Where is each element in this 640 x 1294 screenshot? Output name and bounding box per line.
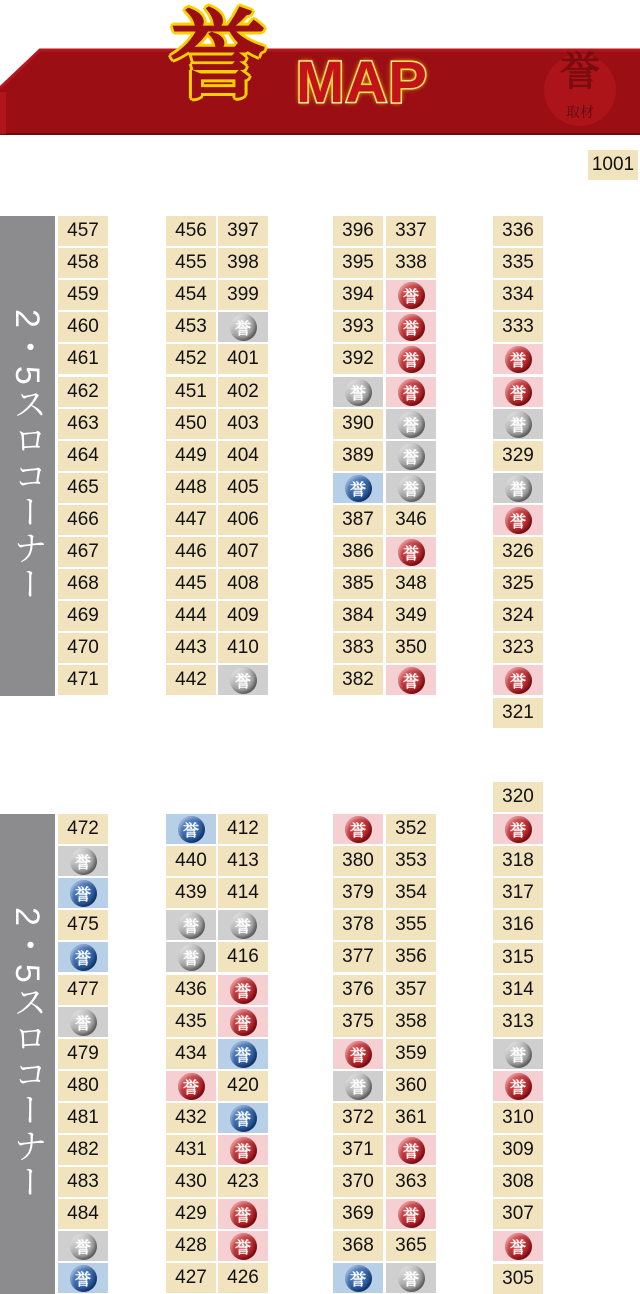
machine-395[interactable]: 395 xyxy=(333,248,383,278)
machine-317[interactable]: 317 xyxy=(493,878,543,908)
machine-479[interactable]: 479 xyxy=(58,1039,108,1069)
machine-449[interactable]: 449 xyxy=(166,441,216,471)
machine-368[interactable]: 368 xyxy=(333,1231,383,1261)
machine-chip-red[interactable] xyxy=(386,312,436,342)
machine-chip-gray[interactable] xyxy=(58,1231,108,1261)
machine-chip-red[interactable] xyxy=(493,505,543,535)
machine-457[interactable]: 457 xyxy=(58,216,108,246)
machine-464[interactable]: 464 xyxy=(58,441,108,471)
machine-chip-blue[interactable] xyxy=(58,942,108,972)
machine-370[interactable]: 370 xyxy=(333,1167,383,1197)
homare-chip-icon: 誉 xyxy=(70,848,97,875)
machine-372[interactable]: 372 xyxy=(333,1103,383,1133)
homare-chip-icon: 誉 xyxy=(398,346,425,373)
homare-chip-icon: 誉 xyxy=(505,475,532,502)
machine-360[interactable]: 360 xyxy=(386,1071,436,1101)
machine-chip-red[interactable] xyxy=(493,1231,543,1261)
machine-346[interactable]: 346 xyxy=(386,505,436,535)
machine-316[interactable]: 316 xyxy=(493,910,543,940)
header-banner xyxy=(0,0,640,140)
machine-443[interactable]: 443 xyxy=(166,633,216,663)
machine-310[interactable]: 310 xyxy=(493,1103,543,1133)
machine-442[interactable]: 442 xyxy=(166,665,216,695)
title-map: MAP xyxy=(296,50,428,115)
machine-chip-gray[interactable] xyxy=(386,409,436,439)
homare-chip-icon: 誉 xyxy=(505,816,532,843)
corner-label-bottom: 2・5スロコーナー xyxy=(8,907,46,1201)
machine-453[interactable]: 453 xyxy=(166,312,216,342)
homare-chip-icon: 誉 xyxy=(398,314,425,341)
machine-456[interactable]: 456 xyxy=(166,216,216,246)
homare-chip-icon: 誉 xyxy=(345,379,372,406)
machine-305[interactable]: 305 xyxy=(493,1264,543,1294)
homare-chip-icon: 誉 xyxy=(230,1201,257,1228)
homare-chip-icon: 誉 xyxy=(398,379,425,406)
homare-chip-icon: 誉 xyxy=(505,1233,532,1260)
machine-450[interactable]: 450 xyxy=(166,409,216,439)
title-kanji: 誉 xyxy=(170,0,266,112)
machine-462[interactable]: 462 xyxy=(58,377,108,407)
machine-chip-red[interactable] xyxy=(333,814,383,844)
machine-chip-red[interactable] xyxy=(386,344,436,374)
machine-355[interactable]: 355 xyxy=(386,910,436,940)
homare-chip-icon: 誉 xyxy=(70,1233,97,1260)
machine-414[interactable]: 414 xyxy=(218,878,268,908)
machine-chip-gray[interactable] xyxy=(386,473,436,503)
homare-chip-icon: 誉 xyxy=(345,816,372,843)
machine-387[interactable]: 387 xyxy=(333,505,383,535)
machine-chip-red[interactable] xyxy=(166,1071,216,1101)
machine-408[interactable]: 408 xyxy=(218,569,268,599)
homare-chip-icon: 誉 xyxy=(230,977,257,1004)
machine-chip-red[interactable] xyxy=(493,814,543,844)
machine-chip-red[interactable] xyxy=(218,1007,268,1037)
machine-427[interactable]: 427 xyxy=(166,1263,216,1293)
machine-309[interactable]: 309 xyxy=(493,1135,543,1165)
homare-chip-icon: 誉 xyxy=(345,1041,372,1068)
machine-365[interactable]: 365 xyxy=(386,1231,436,1261)
machine-448[interactable]: 448 xyxy=(166,473,216,503)
machine-396[interactable]: 396 xyxy=(333,216,383,246)
machine-377[interactable]: 377 xyxy=(333,942,383,972)
machine-392[interactable]: 392 xyxy=(333,344,383,374)
machine-chip-red[interactable] xyxy=(493,377,543,407)
machine-358[interactable]: 358 xyxy=(386,1007,436,1037)
machine-chip-red[interactable] xyxy=(386,377,436,407)
logo-sub: 取材 xyxy=(566,105,594,121)
machine-429[interactable]: 429 xyxy=(166,1199,216,1229)
machine-477[interactable]: 477 xyxy=(58,975,108,1005)
machine-324[interactable]: 324 xyxy=(493,601,543,631)
machine-412[interactable]: 412 xyxy=(218,814,268,844)
machine-325[interactable]: 325 xyxy=(493,569,543,599)
machine-385[interactable]: 385 xyxy=(333,569,383,599)
machine-420[interactable]: 420 xyxy=(218,1071,268,1101)
machine-chip-red[interactable] xyxy=(386,1199,436,1229)
machine-361[interactable]: 361 xyxy=(386,1103,436,1133)
machine-459[interactable]: 459 xyxy=(58,280,108,310)
homare-chip-icon: 誉 xyxy=(230,912,257,939)
homare-chip-icon: 誉 xyxy=(230,1137,257,1164)
machine-376[interactable]: 376 xyxy=(333,975,383,1005)
machine-434[interactable]: 434 xyxy=(166,1039,216,1069)
machine-458[interactable]: 458 xyxy=(58,248,108,278)
homare-chip-icon: 誉 xyxy=(230,667,257,694)
machine-315[interactable]: 315 xyxy=(493,943,543,973)
machine-1001[interactable]: 1001 xyxy=(588,150,638,180)
machine-chip-gray[interactable] xyxy=(58,846,108,876)
homare-chip-icon: 誉 xyxy=(398,411,425,438)
machine-423[interactable]: 423 xyxy=(218,1167,268,1197)
machine-335[interactable]: 335 xyxy=(493,248,543,278)
machine-333[interactable]: 333 xyxy=(493,312,543,342)
machine-466[interactable]: 466 xyxy=(58,505,108,535)
homare-chip-icon: 誉 xyxy=(398,667,425,694)
machine-398[interactable]: 398 xyxy=(218,248,268,278)
machine-431[interactable]: 431 xyxy=(166,1135,216,1165)
machine-359[interactable]: 359 xyxy=(386,1039,436,1069)
machine-354[interactable]: 354 xyxy=(386,878,436,908)
machine-426[interactable]: 426 xyxy=(218,1263,268,1293)
machine-379[interactable]: 379 xyxy=(333,878,383,908)
machine-384[interactable]: 384 xyxy=(333,601,383,631)
machine-chip-gray[interactable] xyxy=(166,942,216,972)
machine-chip-gray[interactable] xyxy=(333,377,383,407)
machine-308[interactable]: 308 xyxy=(493,1167,543,1197)
machine-chip-blue[interactable] xyxy=(218,1103,268,1133)
homare-chip-icon: 誉 xyxy=(230,1041,257,1068)
machine-452[interactable]: 452 xyxy=(166,344,216,374)
machine-465[interactable]: 465 xyxy=(58,473,108,503)
machine-394[interactable]: 394 xyxy=(333,280,383,310)
machine-chip-gray[interactable] xyxy=(493,473,543,503)
homare-chip-icon: 誉 xyxy=(70,1265,97,1292)
machine-463[interactable]: 463 xyxy=(58,409,108,439)
machine-407[interactable]: 407 xyxy=(218,537,268,567)
homare-chip-icon: 誉 xyxy=(505,1073,532,1100)
machine-chip-red[interactable] xyxy=(333,1039,383,1069)
machine-314[interactable]: 314 xyxy=(493,975,543,1005)
machine-378[interactable]: 378 xyxy=(333,910,383,940)
machine-380[interactable]: 380 xyxy=(333,846,383,876)
machine-357[interactable]: 357 xyxy=(386,975,436,1005)
machine-chip-red[interactable] xyxy=(386,280,436,310)
machine-399[interactable]: 399 xyxy=(218,280,268,310)
machine-484[interactable]: 484 xyxy=(58,1199,108,1229)
machine-chip-gray[interactable] xyxy=(333,1071,383,1101)
machine-307[interactable]: 307 xyxy=(493,1199,543,1229)
machine-348[interactable]: 348 xyxy=(386,569,436,599)
machine-chip-red[interactable] xyxy=(493,344,543,374)
machine-326[interactable]: 326 xyxy=(493,537,543,567)
machine-390[interactable]: 390 xyxy=(333,409,383,439)
machine-chip-red[interactable] xyxy=(218,975,268,1005)
machine-470[interactable]: 470 xyxy=(58,633,108,663)
homare-chip-icon: 誉 xyxy=(230,1233,257,1260)
machine-338[interactable]: 338 xyxy=(386,248,436,278)
machine-chip-red[interactable] xyxy=(386,1135,436,1165)
machine-471[interactable]: 471 xyxy=(58,665,108,695)
machine-389[interactable]: 389 xyxy=(333,441,383,471)
machine-439[interactable]: 439 xyxy=(166,878,216,908)
machine-356[interactable]: 356 xyxy=(386,942,436,972)
machine-446[interactable]: 446 xyxy=(166,537,216,567)
machine-chip-gray[interactable] xyxy=(166,910,216,940)
homare-chip-icon: 誉 xyxy=(505,507,532,534)
machine-320[interactable]: 320 xyxy=(493,782,543,812)
homare-chip-icon: 誉 xyxy=(178,944,205,971)
machine-460[interactable]: 460 xyxy=(58,312,108,342)
corner-bar-bottom xyxy=(0,814,55,1294)
machine-chip-gray[interactable] xyxy=(493,1039,543,1069)
machine-445[interactable]: 445 xyxy=(166,569,216,599)
homare-chip-icon: 誉 xyxy=(345,1073,372,1100)
machine-383[interactable]: 383 xyxy=(333,633,383,663)
machine-chip-red[interactable] xyxy=(218,1199,268,1229)
machine-386[interactable]: 386 xyxy=(333,537,383,567)
machine-440[interactable]: 440 xyxy=(166,846,216,876)
machine-329[interactable]: 329 xyxy=(493,441,543,471)
machine-467[interactable]: 467 xyxy=(58,537,108,567)
machine-chip-gray[interactable] xyxy=(386,1263,436,1293)
machine-404[interactable]: 404 xyxy=(218,441,268,471)
homare-chip-icon: 誉 xyxy=(505,667,532,694)
machine-469[interactable]: 469 xyxy=(58,601,108,631)
machine-371[interactable]: 371 xyxy=(333,1135,383,1165)
machine-435[interactable]: 435 xyxy=(166,1007,216,1037)
homare-chip-icon: 誉 xyxy=(178,816,205,843)
machine-313[interactable]: 313 xyxy=(493,1007,543,1037)
machine-chip-red[interactable] xyxy=(386,537,436,567)
homare-chip-icon: 誉 xyxy=(398,443,425,470)
machine-406[interactable]: 406 xyxy=(218,505,268,535)
machine-461[interactable]: 461 xyxy=(58,344,108,374)
machine-chip-blue[interactable] xyxy=(58,878,108,908)
machine-413[interactable]: 413 xyxy=(218,846,268,876)
homare-chip-icon: 誉 xyxy=(505,1041,532,1068)
homare-chip-icon: 誉 xyxy=(178,1073,205,1100)
machine-401[interactable]: 401 xyxy=(218,344,268,374)
corner-bar-top xyxy=(0,216,55,696)
machine-chip-red[interactable] xyxy=(493,1071,543,1101)
machine-chip-gray[interactable] xyxy=(218,665,268,695)
machine-409[interactable]: 409 xyxy=(218,601,268,631)
homare-chip-icon: 誉 xyxy=(70,1009,97,1036)
machine-chip-red[interactable] xyxy=(386,665,436,695)
machine-chip-gray[interactable] xyxy=(218,312,268,342)
machine-436[interactable]: 436 xyxy=(166,975,216,1005)
machine-402[interactable]: 402 xyxy=(218,377,268,407)
homare-chip-icon: 誉 xyxy=(345,475,372,502)
machine-318[interactable]: 318 xyxy=(493,846,543,876)
machine-chip-gray[interactable] xyxy=(58,1007,108,1037)
machine-334[interactable]: 334 xyxy=(493,280,543,310)
machine-454[interactable]: 454 xyxy=(166,280,216,310)
machine-chip-red[interactable] xyxy=(218,1135,268,1165)
machine-chip-gray[interactable] xyxy=(386,441,436,471)
homare-chip-icon: 誉 xyxy=(505,346,532,373)
homare-chip-icon: 誉 xyxy=(230,314,257,341)
machine-chip-blue[interactable] xyxy=(333,1263,383,1293)
machine-405[interactable]: 405 xyxy=(218,473,268,503)
homare-chip-icon: 誉 xyxy=(230,1105,257,1132)
machine-468[interactable]: 468 xyxy=(58,569,108,599)
homare-chip-icon: 誉 xyxy=(345,1265,372,1292)
machine-323[interactable]: 323 xyxy=(493,633,543,663)
machine-472[interactable]: 472 xyxy=(58,814,108,844)
homare-chip-icon: 誉 xyxy=(398,1265,425,1292)
machine-350[interactable]: 350 xyxy=(386,633,436,663)
machine-375[interactable]: 375 xyxy=(333,1007,383,1037)
machine-403[interactable]: 403 xyxy=(218,409,268,439)
homare-chip-icon: 誉 xyxy=(230,1009,257,1036)
homare-chip-icon: 誉 xyxy=(398,1201,425,1228)
machine-397[interactable]: 397 xyxy=(218,216,268,246)
machine-482[interactable]: 482 xyxy=(58,1135,108,1165)
machine-321[interactable]: 321 xyxy=(493,698,543,728)
machine-428[interactable]: 428 xyxy=(166,1231,216,1261)
homare-chip-icon: 誉 xyxy=(398,539,425,566)
machine-chip-blue[interactable] xyxy=(333,473,383,503)
machine-363[interactable]: 363 xyxy=(386,1167,436,1197)
machine-393[interactable]: 393 xyxy=(333,312,383,342)
homare-chip-icon: 誉 xyxy=(398,282,425,309)
machine-432[interactable]: 432 xyxy=(166,1103,216,1133)
homare-chip-icon: 誉 xyxy=(398,1137,425,1164)
machine-353[interactable]: 353 xyxy=(386,846,436,876)
machine-444[interactable]: 444 xyxy=(166,601,216,631)
machine-chip-gray[interactable] xyxy=(218,910,268,940)
machine-349[interactable]: 349 xyxy=(386,601,436,631)
machine-447[interactable]: 447 xyxy=(166,505,216,535)
machine-chip-gray[interactable] xyxy=(493,409,543,439)
machine-352[interactable]: 352 xyxy=(386,814,436,844)
corner-label-top: 2・5スロコーナー xyxy=(8,309,46,603)
machine-481[interactable]: 481 xyxy=(58,1103,108,1133)
machine-chip-blue[interactable] xyxy=(218,1039,268,1069)
machine-451[interactable]: 451 xyxy=(166,377,216,407)
machine-369[interactable]: 369 xyxy=(333,1199,383,1229)
machine-416[interactable]: 416 xyxy=(218,942,268,972)
homare-chip-icon: 誉 xyxy=(505,411,532,438)
machine-336[interactable]: 336 xyxy=(493,216,543,246)
machine-chip-blue[interactable] xyxy=(166,814,216,844)
homare-chip-icon: 誉 xyxy=(505,379,532,406)
homare-chip-icon: 誉 xyxy=(70,944,97,971)
homare-chip-icon: 誉 xyxy=(178,912,205,939)
homare-chip-icon: 誉 xyxy=(70,880,97,907)
machine-475[interactable]: 475 xyxy=(58,910,108,940)
machine-382[interactable]: 382 xyxy=(333,665,383,695)
logo-kanji: 誉 xyxy=(560,48,600,95)
machine-337[interactable]: 337 xyxy=(386,216,436,246)
machine-410[interactable]: 410 xyxy=(218,633,268,663)
machine-455[interactable]: 455 xyxy=(166,248,216,278)
homare-chip-icon: 誉 xyxy=(398,475,425,502)
machine-chip-red[interactable] xyxy=(218,1231,268,1261)
machine-483[interactable]: 483 xyxy=(58,1167,108,1197)
machine-430[interactable]: 430 xyxy=(166,1167,216,1197)
machine-chip-red[interactable] xyxy=(493,665,543,695)
machine-480[interactable]: 480 xyxy=(58,1071,108,1101)
machine-chip-blue[interactable] xyxy=(58,1263,108,1293)
